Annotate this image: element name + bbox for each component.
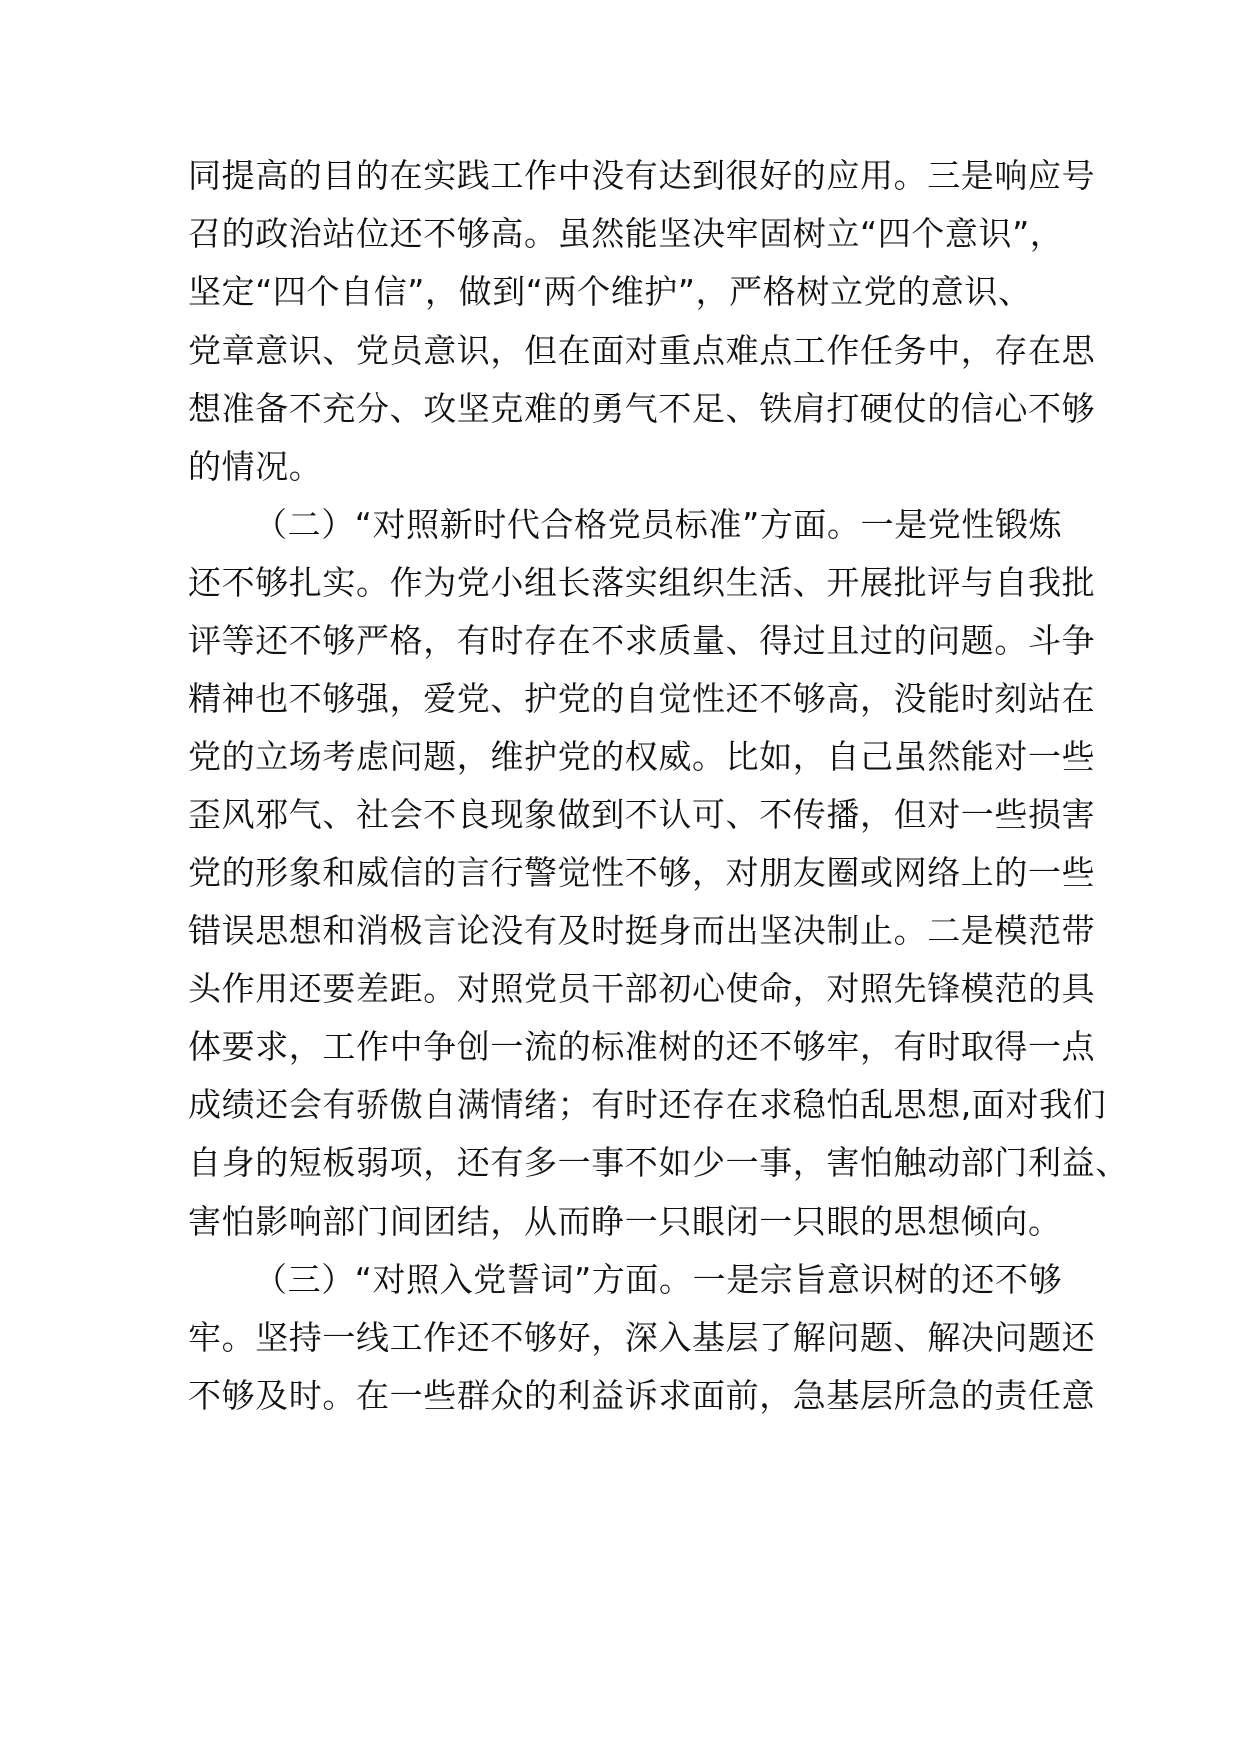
text-line: 头作用还要差距。对照党员干部初心使命，对照先锋模范的具 <box>188 969 1096 1008</box>
text-line: （三）“对照入党誓词”方面。一是宗旨意识树的还不够 <box>254 1260 1063 1299</box>
text-line: 坚定“四个自信”，做到“两个维护”，严格树立党的意识、 <box>188 272 1032 311</box>
text-line: 歪风邪气、社会不良现象做到不认可、不传播，但对一些损害 <box>188 795 1096 834</box>
text-line: 错误思想和消极言论没有及时挺身而出坚决制止。二是模范带 <box>188 911 1096 950</box>
text-line: 精神也不够强，爱党、护党的自觉性还不够高，没能时刻站在 <box>188 679 1096 718</box>
text-line: （二）“对照新时代合格党员标准”方面。一是党性锻炼 <box>254 505 1063 544</box>
text-line: 党的形象和威信的言行警觉性不够，对朋友圈或网络上的一些 <box>188 853 1096 892</box>
text-line: 评等还不够严格，有时存在不求质量、得过且过的问题。斗争 <box>188 621 1096 660</box>
text-line: 党的立场考虑问题，维护党的权威。比如，自己虽然能对一些 <box>188 737 1096 776</box>
text-line: 党章意识、党员意识，但在面对重点难点工作任务中，存在思 <box>188 331 1096 370</box>
text-line: 害怕影响部门间团结，从而睁一只眼闭一只眼的思想倾向。 <box>188 1202 1062 1241</box>
text-line: 成绩还会有骄傲自满情绪；有时还存在求稳怕乱思想,面对我们 <box>188 1085 1107 1124</box>
text-line: 不够及时。在一些群众的利益诉求面前，急基层所急的责任意 <box>188 1376 1096 1415</box>
text-line: 同提高的目的在实践工作中没有达到很好的应用。三是响应号 <box>188 156 1096 195</box>
text-line: 的情况。 <box>188 447 323 486</box>
text-line: 召的政治站位还不够高。虽然能坚决牢固树立“四个意识”， <box>188 214 1064 253</box>
text-line: 牢。坚持一线工作还不够好，深入基层了解问题、解决问题还 <box>188 1318 1096 1357</box>
text-line: 想准备不充分、攻坚克难的勇气不足、铁肩打硬仗的信心不够 <box>188 389 1096 428</box>
text-line: 体要求，工作中争创一流的标准树的还不够牢，有时取得一点 <box>188 1027 1096 1066</box>
text-line: 还不够扎实。作为党小组长落实组织生活、开展批评与自我批 <box>188 563 1096 602</box>
text-line: 自身的短板弱项，还有多一事不如少一事，害怕触动部门利益、 <box>188 1143 1129 1182</box>
